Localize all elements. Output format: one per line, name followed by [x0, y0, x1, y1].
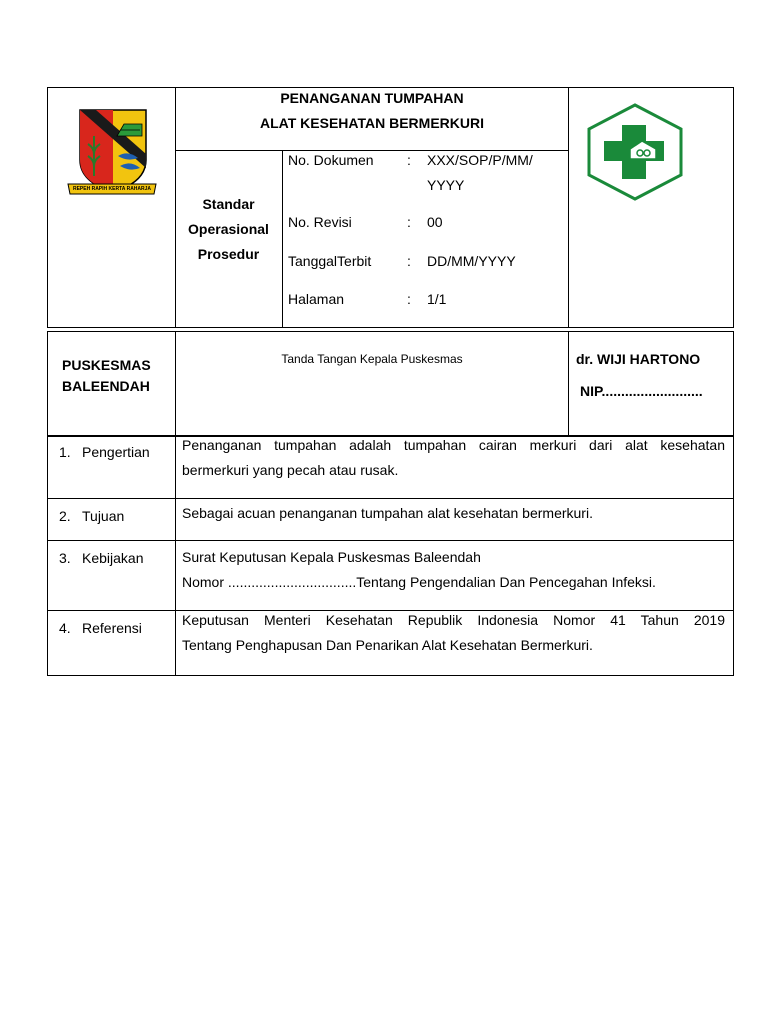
signature-border-left: [47, 331, 48, 437]
header-border-right: [733, 87, 734, 328]
coat-of-arms-motto: REPEH RAPIH KERTA RAHARJA: [72, 186, 152, 192]
section-content-line: Sebagai acuan penanganan tumpahan alat kesehatan bermerkuri.: [182, 505, 593, 521]
section-content-line: bermerkuri yang pecah atau rusak.: [182, 462, 399, 478]
meta-label-revision: No. Revisi: [288, 214, 352, 230]
meta-value-document-number-cont: YYYY: [427, 177, 465, 193]
document-title-line1: PENANGANAN TUMPAHAN: [280, 90, 464, 106]
sop-label-line2: Operasional: [188, 221, 269, 237]
signature-divider-right: [568, 331, 569, 437]
section-content-line: Tentang Penghapusan Dan Penarikan Alat Kesehatan Bermerkuri.: [182, 637, 593, 653]
meta-value-revision: 00: [427, 214, 443, 230]
meta-label-issue-date: TanggalTerbit: [288, 253, 372, 269]
head-nip: NIP..........................: [580, 383, 703, 399]
section-content-line: Surat Keputusan Kepala Puskesmas Baleendah: [182, 549, 481, 565]
sop-label-line1: Standar: [202, 196, 255, 212]
meta-colon: :: [407, 214, 411, 230]
section-number: 2.: [59, 508, 71, 524]
sop-label-line3: Prosedur: [197, 246, 260, 262]
meta-label-page: Halaman: [288, 291, 345, 307]
header-border-bottom: [47, 327, 734, 328]
meta-label-document-number: No. Dokumen: [288, 152, 374, 168]
meta-value-issue-date: DD/MM/YYYY: [427, 253, 516, 269]
section-row-divider: [47, 498, 734, 499]
puskesmas-logo: [584, 103, 686, 201]
section-title-kebijakan: Kebijakan: [82, 550, 144, 566]
section-content-line: Penanganan tumpahan adalah tumpahan cairan merkuri dari alat kesehatan: [182, 437, 725, 453]
sections-border-left: [47, 436, 48, 676]
section-row-divider: [47, 540, 734, 541]
meta-colon: :: [407, 291, 411, 307]
document-title-line2: ALAT KESEHATAN BERMERKURI: [260, 115, 484, 131]
header-meta-divider: [282, 150, 283, 328]
section-number: 4.: [59, 620, 71, 636]
header-border-top: [47, 87, 734, 88]
section-title-referensi: Referensi: [82, 620, 142, 636]
sections-border-bottom: [47, 675, 734, 676]
meta-colon: :: [407, 152, 411, 168]
section-number: 3.: [59, 550, 71, 566]
head-name: dr. WIJI HARTONO: [576, 351, 701, 367]
signature-border-top: [47, 331, 734, 332]
signature-label: Tanda Tangan Kepala Puskesmas: [281, 352, 463, 366]
puskesmas-name-line2: BALEENDAH: [62, 378, 150, 394]
signature-border-right: [733, 331, 734, 437]
section-number: 1.: [59, 444, 71, 460]
section-content-line: Keputusan Menteri Kesehatan Republik Indonesia Nomor 41 Tahun 2019: [182, 612, 725, 628]
signature-divider-left: [175, 331, 176, 437]
sections-divider: [175, 436, 176, 676]
section-title-tujuan: Tujuan: [82, 508, 125, 524]
section-title-pengertian: Pengertian: [82, 444, 150, 460]
meta-value-document-number: XXX/SOP/P/MM/: [427, 152, 533, 168]
meta-colon: :: [407, 253, 411, 269]
sections-border-right: [733, 436, 734, 676]
section-content-line: Nomor .................................Tentang Pengendalian Dan Pencegahan Infeksi.: [182, 574, 656, 590]
header-border-left: [47, 87, 48, 328]
puskesmas-name-line1: PUSKESMAS: [62, 357, 151, 373]
puskesmas-logo-icon: [584, 103, 686, 201]
meta-value-page: 1/1: [427, 291, 447, 307]
